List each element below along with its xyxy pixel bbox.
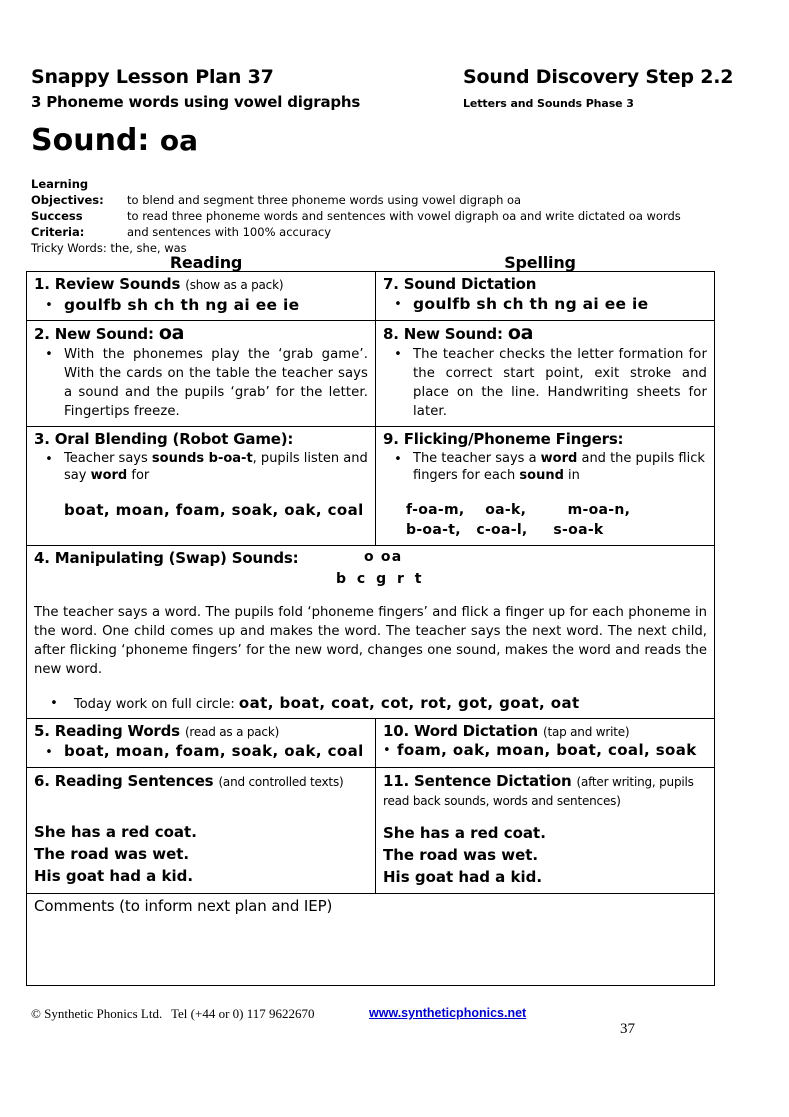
section-5-words: boat, moan, foam, soak, oak, coal xyxy=(64,742,364,760)
footer-website-link[interactable]: www.syntheticphonics.net xyxy=(369,1006,527,1020)
bullet-icon: • xyxy=(383,743,391,758)
footer-copyright: © Synthetic Phonics Ltd. xyxy=(31,1006,163,1021)
step-subtitle: Letters and Sounds Phase 3 xyxy=(463,97,634,110)
table-row xyxy=(27,546,715,719)
section-8-title xyxy=(383,322,707,344)
section-9-body-bold2: sound xyxy=(519,468,564,483)
plan-subtitle: 3 Phoneme words using vowel digraphs xyxy=(31,93,361,111)
cell-word-dictation xyxy=(376,719,715,768)
section-5-label: 5. Reading Words xyxy=(34,722,180,740)
bullet-icon: • xyxy=(394,297,402,312)
section-3-words: boat, moan, foam, soak, oak, coal xyxy=(64,501,364,519)
section-6-note: (and controlled texts) xyxy=(218,775,344,789)
section-4-title: 4. Manipulating (Swap) Sounds: xyxy=(34,549,299,567)
section-2-sound: oa xyxy=(158,322,185,344)
sentence-line: His goat had a kid. xyxy=(34,867,194,885)
section-4-bullet-words: oat, boat, coat, cot, rot, got, goat, oat xyxy=(238,694,580,712)
section-4-swap-consonants: b c g r t xyxy=(336,571,425,587)
section-4-paragraph: The teacher says a word. The pupils fold ‘phoneme fingers’ and flick a finger up for each phoneme in the word. One child comes up and makes the word. The teacher says the next word. The next child, after flicking ‘phoneme fingers’ for the new word, changes one sound, makes the word and reads the new word. xyxy=(34,605,707,677)
section-4-header xyxy=(34,549,707,587)
section-11-label: 11. Sentence Dictation xyxy=(383,772,572,790)
section-6-sentences xyxy=(34,821,368,887)
section-3-body-part1: Teacher says xyxy=(64,451,152,466)
plan-title: Snappy Lesson Plan 37 xyxy=(31,66,274,88)
section-8-bullet xyxy=(383,345,707,421)
cell-sentence-dictation xyxy=(376,768,715,894)
table-row xyxy=(27,768,715,894)
bullet-icon: • xyxy=(45,347,53,362)
page-title xyxy=(31,123,198,158)
cell-new-sound-reading xyxy=(27,321,376,427)
section-10-note: (tap and write) xyxy=(542,725,630,739)
sentence-line: The road was wet. xyxy=(383,846,539,864)
bullet-icon: • xyxy=(394,347,402,362)
table-row xyxy=(27,321,715,427)
section-1-note: (show as a pack) xyxy=(185,278,284,292)
section-5-note: (read as a pack) xyxy=(184,725,280,739)
section-2-title xyxy=(34,322,368,344)
sentence-line: His goat had a kid. xyxy=(383,868,543,886)
success-criteria-row xyxy=(31,208,731,240)
section-2-bullet xyxy=(34,345,368,421)
section-4-swap-vowels: o oa xyxy=(364,549,403,565)
section-7-title xyxy=(383,276,707,293)
section-11-title xyxy=(383,772,707,810)
section-3-bullet xyxy=(34,450,368,484)
section-1-label: 1. Review Sounds xyxy=(34,275,181,293)
learning-objectives-text: to blend and segment three phoneme words using vowel digraph oa xyxy=(127,193,522,207)
footer-telephone: Tel (+44 or 0) 117 9622670 xyxy=(171,1006,315,1021)
section-5-bullet xyxy=(34,743,368,762)
section-9-segments-line2: b-oa-t, c-oa-l, s-oa-k xyxy=(406,522,604,538)
section-3-body-bold2: word xyxy=(90,468,128,483)
table-row xyxy=(27,427,715,546)
sentence-line: She has a red coat. xyxy=(383,824,546,842)
section-2-label: 2. New Sound: xyxy=(34,325,154,343)
learning-objectives-label: Learning Objectives: xyxy=(31,177,104,207)
bullet-icon: • xyxy=(394,452,402,467)
page-header xyxy=(31,66,734,158)
section-1-sounds: goulfb sh ch th ng ai ee ie xyxy=(64,296,300,314)
section-9-segments-line1: f-oa-m, oa-k, m-oa-n, xyxy=(406,502,631,518)
section-9-body xyxy=(413,450,707,484)
bullet-icon: • xyxy=(45,298,53,313)
section-9-body-bold1: word xyxy=(540,451,578,466)
success-criteria-label: Success Criteria: xyxy=(31,209,85,239)
table-row xyxy=(27,894,715,986)
cell-new-sound-spelling xyxy=(376,321,715,427)
section-9-body-part3: in xyxy=(563,468,580,483)
cell-oral-blending xyxy=(27,427,376,546)
section-3-title: 3. Oral Blending (Robot Game): xyxy=(34,430,294,448)
section-1-title xyxy=(34,276,368,294)
sound-value: oa xyxy=(159,124,198,157)
column-heading-reading: Reading xyxy=(169,253,243,272)
section-11-note: (after writing, pupils read back sounds, words and sentences) xyxy=(383,775,694,808)
success-criteria-text: to read three phoneme words and sentences with vowel digraph oa and write dictated oa words and sentences with 100% accuracy xyxy=(127,209,681,239)
learning-objectives-row xyxy=(31,176,731,208)
cell-sound-dictation xyxy=(376,272,715,321)
cell-reading-sentences xyxy=(27,768,376,894)
objectives-block xyxy=(31,176,731,240)
section-8-sound: oa xyxy=(507,322,534,344)
sentence-line: The road was wet. xyxy=(34,845,190,863)
column-heading-spelling: Spelling xyxy=(504,253,576,272)
section-9-body-part2: and the pupils flick fingers for each xyxy=(413,451,705,483)
section-10-title xyxy=(383,723,707,741)
section-7-label: 7. Sound Dictation xyxy=(383,275,537,293)
cell-flicking-phoneme-fingers xyxy=(376,427,715,546)
section-11-sentences xyxy=(383,822,707,888)
step-title: Sound Discovery Step 2.2 xyxy=(463,66,734,88)
cell-comments[interactable] xyxy=(27,894,715,986)
sentence-line: She has a red coat. xyxy=(34,823,197,841)
section-3-body xyxy=(64,450,368,484)
bullet-icon: • xyxy=(50,696,58,711)
section-3-body-bold1: sounds b-oa-t xyxy=(151,451,253,466)
section-4-bullet-label: Today work on full circle: xyxy=(74,697,235,712)
section-4-bullet-content xyxy=(74,695,580,713)
section-7-sounds: goulfb sh ch th ng ai ee ie xyxy=(413,295,649,313)
section-9-bullet xyxy=(383,450,707,484)
page-number: 37 xyxy=(620,1021,635,1037)
table-row xyxy=(27,719,715,768)
section-5-title xyxy=(34,723,368,741)
section-7-bullet xyxy=(383,295,707,314)
cell-reading-words xyxy=(27,719,376,768)
bullet-icon: • xyxy=(45,745,53,760)
section-4-bullet xyxy=(34,695,707,713)
section-10-label: 10. Word Dictation xyxy=(383,722,538,740)
section-3-body-part2: , pupils listen and say xyxy=(64,451,368,483)
section-9-title: 9. Flicking/Phoneme Fingers: xyxy=(383,430,624,448)
section-8-label: 8. New Sound: xyxy=(383,325,503,343)
section-8-body: The teacher checks the letter formation for the correct start point, exit stroke and place on the line. Handwriting sheets for later. xyxy=(413,347,707,419)
comments-title: Comments (to inform next plan and IEP) xyxy=(34,897,333,915)
section-6-title xyxy=(34,772,368,791)
table-row xyxy=(27,272,715,321)
sound-label: Sound: xyxy=(31,123,150,158)
header-title-row xyxy=(31,66,734,158)
section-1-bullet xyxy=(34,296,368,315)
section-9-body-part1: The teacher says a xyxy=(413,451,541,466)
bullet-icon: • xyxy=(45,452,53,467)
cell-review-sounds xyxy=(27,272,376,321)
section-2-body: With the phonemes play the ‘grab game’. With the cards on the table the teacher says a sound and the pupils ‘grab’ for the letter. Fingertips freeze. xyxy=(64,347,368,419)
lesson-plan-table xyxy=(26,271,715,986)
section-6-label: 6. Reading Sentences xyxy=(34,772,214,790)
section-10-words: foam, oak, moan, boat, coal, soak xyxy=(397,741,697,759)
section-10-bullet xyxy=(383,742,707,759)
cell-manipulating-sounds xyxy=(27,546,715,719)
section-3-body-part3: for xyxy=(127,468,150,483)
tricky-words: Tricky Words: the, she, was xyxy=(31,241,187,255)
